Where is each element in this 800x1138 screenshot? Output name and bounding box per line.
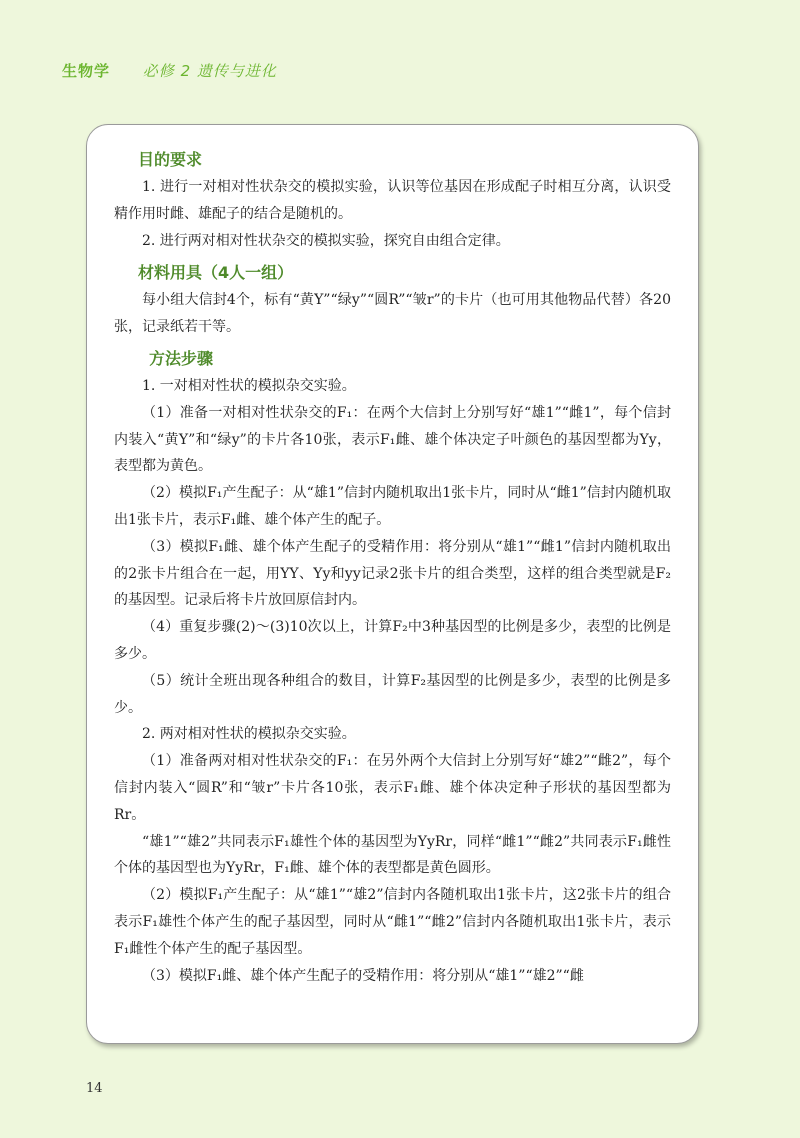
paragraph: （2）模拟F₁产生配子：从“雄1”“雄2”信封内各随机取出1张卡片，这2张卡片的组合表示F₁雄性个体产生的配子基因型，同时从“雌1”“雌2”信封内各随机取出1张卡片，表示F₁雌性个体产生的配子基因型。 [114,887,671,957]
content-card [86,124,699,1044]
section-title-procedure: 方法步骤 [149,348,214,368]
section-title-objectives: 目的要求 [138,150,203,169]
paragraph: （4）重复步骤(2)～(3)10次以上，计算F₂中3种基因型的比例是多少，表型的比例是多少。 [114,619,671,662]
section-title-materials: 材料用具（4人一组） [138,263,294,283]
header-subject: 生物学 [62,62,111,80]
paragraph: （5）统计全班出现各种组合的数目，计算F₂基因型的比例是多少，表型的比例是多少。 [114,672,671,716]
paragraph: （3）模拟F₁雌、雄个体产生配子的受精作用：将分别从“雄1”“雌1”信封内随机取出的2张卡片组合在一起，用YY、Yy和yy记录2张卡片的组合类型，这样的组合类型就是F₂的基因型。记录后将卡片放回原信封内。 [114,538,671,609]
page-number: 14 [86,1081,103,1096]
paragraph: 2. 两对相对性状的模拟杂交实验。 [142,726,356,743]
paragraph: 1. 一对相对性状的模拟杂交实验。 [142,377,356,394]
paragraph: 1. 进行一对相对性状杂交的模拟实验，认识等位基因在形成配子时相互分离，认识受精作用时雌、雄配子的结合是随机的。 [114,179,671,222]
paragraph: （2）模拟F₁产生配子：从“雄1”信封内随机取出1张卡片，同时从“雌1”信封内随机取出1张卡片，表示F₁雌、雄个体产生的配子。 [114,485,671,528]
paragraph: “雄1”“雄2”共同表示F₁雄性个体的基因型为YyRr，同样“雌1”“雌2”共同表示F₁雌性个体的基因型也为YyRr，F₁雌、雄个体的表型都是黄色圆形。 [114,833,671,877]
paragraph: （1）准备一对相对性状杂交的F₁：在两个大信封上分别写好“雄1”“雌1”，每个信封内装入“黄Y”和“绿y”的卡片各10张，表示F₁雌、雄个体决定子叶颜色的基因型都为Yy，表型都为黄色。 [114,404,671,475]
paragraph: 2. 进行两对相对性状杂交的模拟实验，探究自由组合定律。 [142,232,510,249]
paragraph: （3）模拟F₁雌、雄个体产生配子的受精作用：将分别从“雄1”“雄2”“雌 [142,967,584,984]
running-header [62,60,277,81]
paragraph: 每小组大信封4个，标有“黄Y”“绿y”“圆R”“皱r”的卡片（也可用其他物品代替）各20张，记录纸若干等。 [114,292,671,336]
header-course: 必修 2 遗传与进化 [142,62,277,80]
paragraph: （1）准备两对相对性状杂交的F₁：在另外两个大信封上分别写好“雄2”“雌2”，每个信封内装入“圆R”和“皱r”卡片各10张，表示F₁雌、雄个体决定种子形状的基因型都为Rr。 [114,753,671,823]
